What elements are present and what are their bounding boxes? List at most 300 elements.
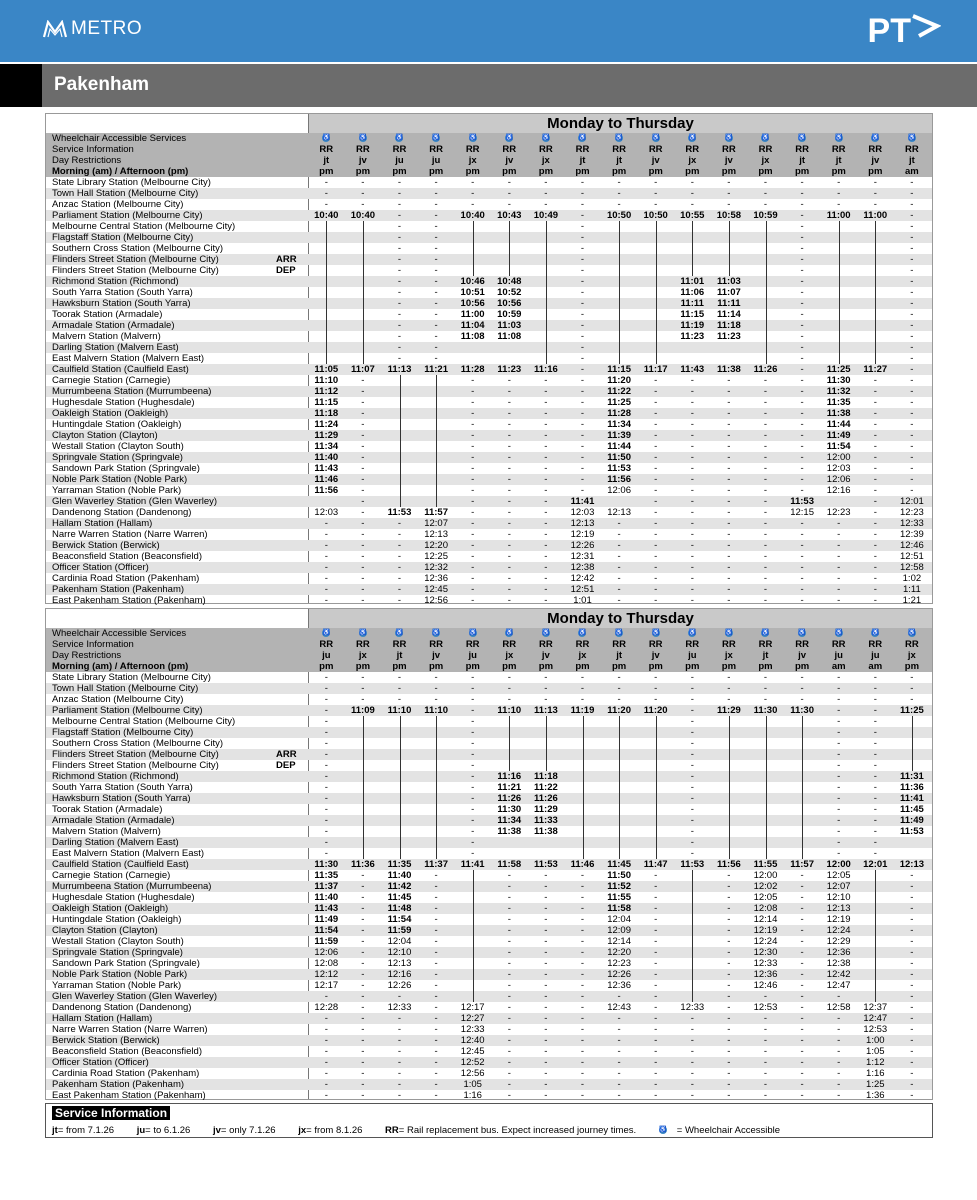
time-cell: - [800, 1079, 804, 1090]
legend-item: jt= from 7.1.26 [52, 1125, 115, 1136]
station-name: Berwick Station (Berwick) [52, 1035, 160, 1046]
time-cell: - [763, 507, 768, 518]
time-cell: 12:06 [314, 947, 339, 958]
through-line [766, 716, 767, 859]
time-cell: - [361, 177, 365, 188]
header-cell: jx [578, 650, 587, 661]
time-cell: 11:13 [387, 364, 412, 375]
table-row [46, 1090, 932, 1101]
station-name: Huntingdale Station (Oakleigh) [52, 419, 182, 430]
time-cell: - [580, 210, 585, 221]
table-row [46, 342, 932, 353]
time-cell: 12:25 [424, 551, 448, 562]
time-cell: - [580, 408, 585, 419]
time-cell: - [397, 1024, 402, 1035]
time-cell: - [324, 177, 328, 188]
time-cell: - [434, 309, 438, 320]
time-cell: - [361, 947, 365, 958]
time-cell: - [873, 771, 877, 782]
table-row [46, 188, 932, 199]
time-cell: - [910, 463, 914, 474]
header-cell: jv [358, 155, 367, 166]
header-cell: pm [685, 166, 700, 177]
time-cell: - [654, 925, 658, 936]
header-cell: ju [395, 155, 404, 166]
wheelchair-icon: ♿ [834, 135, 843, 142]
time-cell: - [837, 826, 841, 837]
time-cell: 11:58 [497, 859, 522, 870]
time-cell: - [837, 738, 841, 749]
time-cell: - [580, 375, 585, 386]
time-cell: - [361, 518, 365, 529]
time-cell: - [654, 694, 658, 705]
time-cell: - [727, 551, 731, 562]
time-cell: 12:10 [387, 947, 412, 958]
time-cell: - [837, 815, 841, 826]
header-cell: pm [721, 661, 737, 672]
time-cell: 12:45 [460, 1046, 485, 1057]
time-cell: - [507, 1057, 511, 1068]
time-cell: - [324, 584, 328, 595]
time-cell: - [617, 199, 621, 210]
header-cell: RR [539, 144, 553, 155]
time-cell: - [507, 441, 511, 452]
header-label: Wheelchair Accessible Services [52, 628, 187, 639]
header-row [46, 650, 932, 661]
time-cell: - [727, 452, 731, 463]
time-cell: - [873, 419, 877, 430]
time-cell: - [654, 1057, 658, 1068]
time-cell: 10:52 [497, 287, 522, 298]
header-cell: jt [835, 155, 842, 166]
time-cell: - [580, 925, 585, 936]
wheelchair-cell [894, 628, 931, 639]
wheelchair-icon: ♿ [615, 630, 623, 637]
station-name: East Pakenham Station (Pakenham) [52, 1090, 206, 1101]
time-cell: - [763, 595, 768, 606]
header-cell: pm [575, 166, 590, 177]
through-line [509, 716, 510, 771]
time-cell: - [690, 826, 694, 837]
time-cell: - [544, 518, 548, 529]
wheelchair-icon: ♿ [615, 135, 623, 142]
table-row [46, 221, 932, 232]
table-row [46, 672, 932, 683]
time-cell: - [434, 353, 438, 364]
time-cell: 11:57 [790, 859, 814, 870]
header-cell: RR [868, 639, 883, 650]
time-cell: - [800, 342, 804, 353]
time-cell: - [434, 232, 438, 243]
time-cell: - [910, 386, 914, 397]
time-cell: - [434, 870, 438, 881]
time-cell: 12:58 [900, 562, 924, 573]
time-cell: 11:53 [534, 859, 558, 870]
time-cell: - [361, 683, 365, 694]
time-cell: - [873, 188, 877, 199]
time-cell: - [507, 694, 511, 705]
time-cell: - [910, 1002, 914, 1013]
time-cell: 11:54 [826, 441, 851, 452]
time-cell: - [361, 870, 365, 881]
time-cell: - [324, 727, 328, 738]
time-cell: - [690, 1068, 694, 1079]
header-cell: RR [502, 144, 517, 155]
time-cell: - [910, 1057, 914, 1068]
time-cell: - [617, 518, 621, 529]
pt-arrow-icon [911, 12, 941, 46]
time-cell: - [873, 738, 877, 749]
time-cell: - [544, 1068, 548, 1079]
time-cell: - [361, 540, 365, 551]
time-cell: - [654, 1046, 658, 1057]
time-cell: 11:21 [497, 782, 522, 793]
time-cell: 11:55 [753, 859, 778, 870]
time-cell: - [544, 496, 548, 507]
station-name: Darling Station (Malvern East) [52, 342, 179, 353]
time-cell: - [507, 870, 511, 881]
time-cell: - [544, 914, 548, 925]
timetable-2 [45, 608, 933, 1100]
time-cell: - [654, 936, 658, 947]
time-cell: - [837, 551, 841, 562]
time-cell: - [837, 837, 841, 848]
time-cell: - [434, 881, 438, 892]
time-cell: - [544, 386, 548, 397]
time-cell: - [910, 342, 914, 353]
station-name: Flagstaff Station (Melbourne City) [52, 727, 194, 738]
time-cell: - [800, 474, 804, 485]
time-cell: - [910, 969, 914, 980]
time-cell: - [507, 595, 511, 606]
time-cell: - [800, 430, 804, 441]
time-cell: - [434, 1046, 438, 1057]
time-cell: - [800, 595, 804, 606]
through-line [656, 716, 657, 859]
time-cell: 11:37 [314, 881, 339, 892]
time-cell: - [471, 826, 475, 837]
time-cell: 11:17 [643, 364, 668, 375]
time-cell: - [580, 903, 585, 914]
time-cell: - [507, 1024, 511, 1035]
time-cell: 12:13 [607, 507, 631, 518]
time-cell: 1:16 [463, 1090, 482, 1101]
time-cell: 1:12 [866, 1057, 885, 1068]
wheelchair-icon: ♿ [578, 630, 587, 637]
time-cell: - [873, 749, 877, 760]
time-cell: - [763, 1035, 768, 1046]
time-cell: - [361, 485, 365, 496]
time-cell: 11:46 [570, 859, 595, 870]
time-cell: 12:23 [607, 958, 631, 969]
time-cell: - [397, 1079, 402, 1090]
wheelchair-icon: ♿ [359, 135, 367, 142]
time-cell: - [837, 716, 841, 727]
title-accent-block [0, 64, 42, 107]
through-line [473, 870, 474, 1002]
time-cell: - [580, 419, 585, 430]
time-cell: - [434, 683, 438, 694]
station-name: South Yarra Station (South Yarra) [52, 287, 193, 298]
wheelchair-cell [857, 133, 894, 144]
table-row [46, 375, 932, 386]
time-cell: 12:56 [424, 595, 448, 606]
header-cell: RR [905, 639, 919, 650]
time-cell: 12:00 [826, 859, 851, 870]
time-cell: 12:26 [387, 980, 412, 991]
time-cell: - [800, 925, 804, 936]
time-cell: - [873, 760, 877, 771]
time-cell: - [800, 243, 804, 254]
time-cell: - [434, 298, 438, 309]
time-cell: 11:45 [387, 892, 412, 903]
time-cell: 12:07 [826, 881, 851, 892]
time-cell: - [727, 694, 731, 705]
time-cell: - [397, 551, 402, 562]
time-cell: - [580, 364, 585, 375]
time-cell: 1:05 [866, 1046, 885, 1057]
time-cell: - [910, 309, 914, 320]
wheelchair-cell [491, 133, 528, 144]
time-cell: 11:19 [570, 705, 595, 716]
time-cell: - [544, 969, 548, 980]
time-cell: 1:36 [866, 1090, 885, 1101]
time-cell: - [910, 188, 914, 199]
through-line [802, 716, 803, 859]
time-cell: - [434, 188, 438, 199]
time-cell: - [361, 419, 365, 430]
time-cell: - [471, 804, 475, 815]
header-cell: pm [611, 166, 627, 177]
header-cell: ju [468, 650, 477, 661]
header-cell: jt [579, 155, 586, 166]
time-cell: - [800, 210, 804, 221]
through-line [619, 716, 620, 859]
station-name: Hallam Station (Hallam) [52, 518, 153, 529]
time-cell: - [507, 683, 511, 694]
station-name: Noble Park Station (Noble Park) [52, 474, 188, 485]
header-label: Morning (am) / Afternoon (pm) [52, 166, 189, 177]
time-cell: 12:40 [460, 1035, 485, 1046]
time-cell: - [727, 1068, 731, 1079]
time-cell: - [800, 419, 804, 430]
station-name: Noble Park Station (Noble Park) [52, 969, 188, 980]
time-cell: - [580, 914, 585, 925]
wheelchair-icon: ♿ [432, 630, 440, 637]
time-cell: - [580, 969, 585, 980]
header-row [46, 639, 932, 650]
time-cell: 11:06 [680, 287, 705, 298]
time-cell: - [434, 1035, 438, 1046]
time-cell: - [324, 551, 328, 562]
time-cell: - [873, 386, 877, 397]
time-cell: - [507, 529, 511, 540]
time-cell: - [544, 485, 548, 496]
time-cell: - [617, 1046, 621, 1057]
through-line [363, 716, 364, 859]
time-cell: 11:00 [826, 210, 851, 221]
time-cell: - [434, 210, 438, 221]
time-cell: - [837, 1035, 841, 1046]
station-name: Pakenham Station (Pakenham) [52, 1079, 185, 1090]
time-cell: 12:06 [607, 485, 631, 496]
time-cell: - [763, 188, 768, 199]
time-cell: 10:49 [533, 210, 559, 221]
header-cell: pm [794, 166, 810, 177]
time-cell: 11:56 [607, 474, 631, 485]
time-cell: 12:04 [387, 936, 412, 947]
arr-dep-label: ARR [276, 254, 297, 265]
time-cell: - [800, 265, 804, 276]
header-cell: pm [319, 166, 334, 177]
time-cell: 12:26 [570, 540, 595, 551]
time-cell: - [471, 430, 475, 441]
header-cell: RR [831, 144, 846, 155]
time-cell: - [507, 375, 511, 386]
header-cell: pm [721, 166, 737, 177]
through-line [729, 221, 730, 276]
time-cell: 11:52 [607, 881, 631, 892]
time-cell: - [361, 562, 365, 573]
station-name: Narre Warren Station (Narre Warren) [52, 1024, 208, 1035]
time-cell: - [617, 551, 621, 562]
wheelchair-cell [564, 628, 601, 639]
time-cell: - [654, 518, 658, 529]
time-cell: 1:16 [866, 1068, 885, 1079]
wheelchair-cell [454, 628, 491, 639]
time-cell: 11:43 [680, 364, 705, 375]
time-cell: - [690, 177, 694, 188]
time-cell: - [654, 1035, 658, 1046]
time-cell: - [434, 221, 438, 232]
time-cell: - [690, 595, 694, 606]
time-cell: 12:23 [900, 507, 924, 518]
time-cell: - [800, 386, 804, 397]
time-cell: 12:45 [424, 584, 448, 595]
time-cell: 12:10 [826, 892, 851, 903]
time-cell: 11:07 [717, 287, 741, 298]
table-row [46, 562, 932, 573]
table-row [46, 947, 932, 958]
time-cell: - [471, 716, 475, 727]
time-cell: - [910, 1035, 914, 1046]
header-cell: RR [575, 639, 590, 650]
time-cell: 1:11 [902, 584, 921, 595]
time-cell: - [544, 408, 548, 419]
time-cell: - [324, 1079, 328, 1090]
table-row [46, 265, 932, 276]
station-name: Clayton Station (Clayton) [52, 430, 158, 441]
table-row [46, 320, 932, 331]
header-cell: jx [688, 155, 697, 166]
header-cell: jx [724, 650, 733, 661]
table-row [46, 749, 932, 760]
time-cell: - [654, 419, 658, 430]
time-cell: - [544, 595, 548, 606]
header-cell: RR [685, 144, 700, 155]
time-cell: 12:46 [753, 980, 778, 991]
time-cell: - [471, 474, 475, 485]
time-cell: 11:15 [314, 397, 339, 408]
time-cell: - [361, 903, 365, 914]
time-cell: - [690, 386, 694, 397]
time-cell: - [800, 903, 804, 914]
time-cell: - [580, 221, 585, 232]
time-cell: 11:16 [497, 771, 522, 782]
time-cell: - [544, 881, 548, 892]
time-cell: 11:41 [460, 859, 485, 870]
time-cell: - [910, 419, 914, 430]
time-cell: - [361, 892, 365, 903]
time-cell: - [507, 969, 511, 980]
time-cell: - [580, 441, 585, 452]
time-cell: - [690, 430, 694, 441]
time-cell: - [727, 947, 731, 958]
time-cell: - [690, 683, 694, 694]
time-cell: - [324, 771, 328, 782]
header-cell: pm [685, 661, 700, 672]
time-cell: 10:51 [460, 287, 485, 298]
time-cell: - [654, 683, 658, 694]
time-cell: - [507, 540, 511, 551]
time-cell: 1:01 [573, 595, 592, 606]
time-cell: - [397, 1013, 402, 1024]
time-cell: - [324, 1024, 328, 1035]
wheelchair-icon: ♿ [468, 630, 477, 637]
wheelchair-icon: ♿ [578, 135, 587, 142]
wheelchair-icon: ♿ [798, 135, 806, 142]
time-cell: - [507, 397, 511, 408]
time-cell: - [507, 914, 511, 925]
time-cell: 11:28 [460, 364, 485, 375]
time-cell: 12:14 [607, 936, 631, 947]
through-line [473, 221, 474, 276]
time-cell: - [324, 562, 328, 573]
time-cell: - [763, 1057, 768, 1068]
time-cell: - [507, 1002, 511, 1013]
time-cell: 11:22 [534, 782, 558, 793]
wheelchair-icon: ♿ [395, 630, 404, 637]
station-name: Anzac Station (Melbourne City) [52, 694, 184, 705]
time-cell: - [763, 584, 768, 595]
time-cell: - [763, 430, 768, 441]
time-cell: - [727, 540, 731, 551]
time-cell: - [654, 430, 658, 441]
table-row [46, 771, 932, 782]
table-row [46, 705, 932, 716]
time-cell: - [727, 177, 731, 188]
time-cell: - [544, 958, 548, 969]
time-cell: - [800, 914, 804, 925]
metro-m-icon [42, 20, 68, 38]
time-cell: - [434, 1002, 438, 1013]
time-cell: - [910, 298, 914, 309]
time-cell: - [361, 969, 365, 980]
time-cell: - [324, 782, 328, 793]
time-cell: - [910, 1079, 914, 1090]
time-cell: - [654, 958, 658, 969]
time-cell: 11:40 [387, 870, 412, 881]
header-cell: jt [396, 650, 403, 661]
time-cell: 12:36 [826, 947, 851, 958]
time-cell: 12:33 [387, 1002, 412, 1013]
time-cell: - [361, 914, 365, 925]
time-cell: - [580, 232, 585, 243]
time-cell: - [690, 529, 694, 540]
time-cell: 11:49 [900, 815, 924, 826]
header-cell: pm [575, 661, 590, 672]
station-name: Flagstaff Station (Melbourne City) [52, 232, 194, 243]
